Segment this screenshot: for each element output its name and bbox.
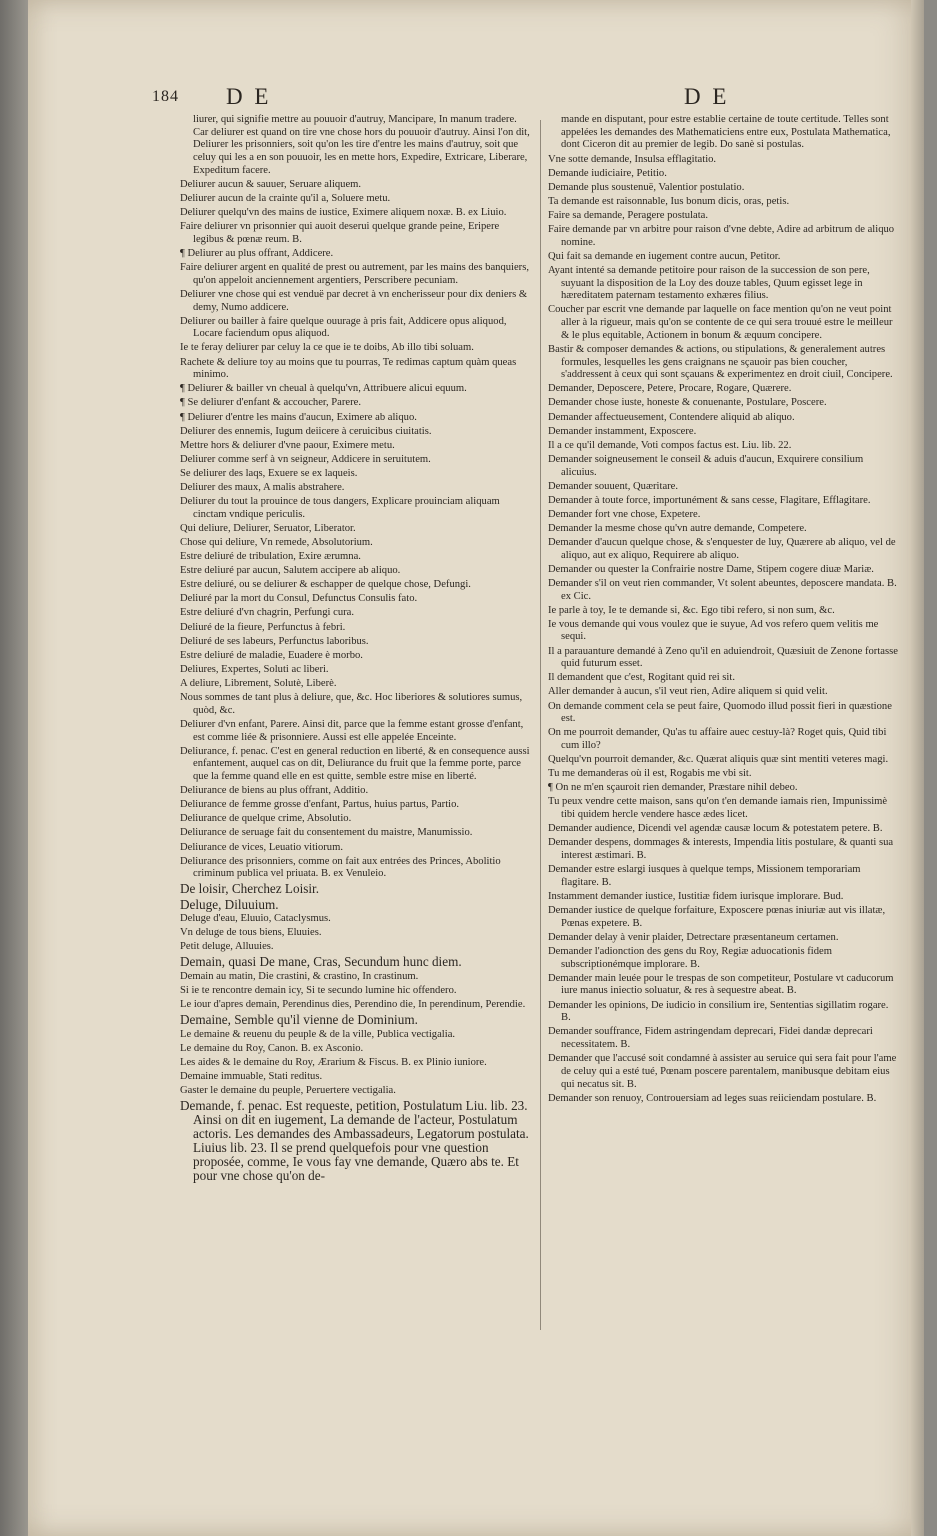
dictionary-entry: Deliuré de ses labeurs, Perfunctus laboribus. (180, 635, 369, 647)
dictionary-entry: Deliurance de vices, Leuatio vitiorum. (180, 841, 343, 853)
dictionary-entry: Il demandent que c'est, Rogitant quid rei sit. (548, 672, 735, 684)
dictionary-entry: Deliurer d'vn enfant, Parere. Ainsi dit, parce que la femme estant grosse d'enfant, est comme liée & prisonniere. Aussi est elle appelée Enceinte. (180, 718, 524, 743)
dictionary-entry: Deliurance de biens au plus offrant, Additio. (180, 785, 369, 797)
dictionary-entry: Vn deluge de tous biens, Eluuies. (180, 927, 322, 939)
dictionary-entry: Mettre hors & deliurer d'vne paour, Eximere metu. (180, 439, 395, 451)
dictionary-entry: Demander les opinions, De iudicio in consilium ire, Sententias sigillatim rogare. B. (548, 999, 889, 1024)
dictionary-entry: Demander delay à venir plaider, Detrectare præsentaneum certamen. (548, 931, 839, 943)
dictionary-entry: Deliurance, f. penac. C'est en general reduction en liberté, & en consequence aussi enfantement, auquel cas on dit, Deliurance du fruit que la femme porte, parce que la femme quand elle en est quitte, semble estre mise en liberté. (180, 745, 530, 783)
dictionary-entry: Vne sotte demande, Insulsa efflagitatio. (548, 153, 717, 165)
right-column (548, 114, 900, 1107)
dictionary-entry: Demander l'adionction des gens du Roy, Regiæ aduocationis fidem subscriptionémque implorare. B. (548, 945, 832, 970)
dictionary-entry: ¶ Deliurer & bailler vn cheual à quelqu'vn, Attribuere alicui equum. (180, 383, 467, 395)
dictionary-entry: Demander la mesme chose qu'vn autre demande, Competere. (548, 522, 807, 534)
dictionary-entry: Demande iudiciaire, Petitio. (548, 167, 667, 179)
dictionary-entry: Coucher par escrit vne demande par laquelle on face mention qu'on ne veut point aller à la rigueur, mais qu'on se contente de ce qui sera trouué estre le meilleur & le plus equitable, Actionem in bonum & æquum concipere. (548, 304, 893, 341)
dictionary-entry: Il a parauanture demandé à Zeno qu'il en aduiendroit, Quæsiuit de Zenone fortasse quid futurum esset. (548, 645, 898, 670)
dictionary-entry: Demander souffrance, Fidem astringendam deprecari, Fidei dandæ deprecari necessitatem. B. (548, 1026, 873, 1050)
dictionary-entry: Demande plus soustenuë, Valentior postulatio. (548, 181, 745, 193)
dictionary-entry: Si ie te rencontre demain icy, Si te secundo lumine hic offendero. (180, 984, 457, 996)
dictionary-entry: Tu peux vendre cette maison, sans qu'on t'en demande iamais rien, Impunissimè tibi quidem hercle vendere hasce ædes licet. (548, 796, 888, 821)
dictionary-entry: On demande comment cela se peut faire, Quomodo illud possit fieri in quæstione est. (548, 700, 892, 725)
page-number: 184 (152, 88, 179, 105)
dictionary-entry: Faire deliurer vn prisonnier qui auoit deserui quelque grande peine, Eripere legibus & pœnæ reum. B. (180, 221, 500, 245)
dictionary-entry: Demaine, Semble qu'il vienne de Dominium. (180, 1012, 418, 1028)
dictionary-entry: Estre deliuré par aucun, Salutem accipere ab aliquo. (180, 565, 401, 577)
dictionary-entry: Les aides & le demaine du Roy, Ærarium & Fiscus. B. ex Plinio iuniore. (180, 1056, 487, 1068)
dictionary-entry: Deliuré de la fieure, Perfunctus à febri. (180, 621, 346, 633)
dictionary-entry: Faire deliurer argent en qualité de prest ou autrement, par les mains des banquiers, qu'on appeloit anciennement argentiers, Perscribere pecuniam. (180, 262, 529, 286)
running-header (152, 84, 852, 114)
dictionary-entry: Le iour d'apres demain, Perendinus dies, Perendino die, In perendinum, Perendie. (180, 999, 526, 1011)
dictionary-entry: Qui deliure, Deliurer, Seruator, Liberator. (180, 522, 356, 534)
dictionary-entry: Demain, quasi De mane, Cras, Secundum hunc diem. (180, 954, 462, 970)
dictionary-entry: De loisir, Cherchez Loisir. (180, 881, 320, 897)
dictionary-entry: Demain au matin, Die crastini, & crastino, In crastinum. (180, 970, 419, 982)
dictionary-entry: Demander que l'accusé soit condamné à assister au seruice qui sera fait pour l'ame de celuy qui a esté tué, Pœnam poscere parentalem, manibusque debitam eius qui necatus sit. B. (548, 1053, 897, 1090)
dictionary-entry: Demander souuent, Quæritare. (548, 480, 679, 492)
dictionary-entry: Instamment demander iustice, Iustitiæ fidem iurisque implorare. Bud. (548, 890, 844, 902)
dictionary-entry: Deliurer quelqu'vn des mains de iustice, Eximere aliquem noxæ. B. ex Liuio. (180, 207, 507, 219)
dictionary-entry: Faire sa demande, Peragere postulata. (548, 209, 709, 221)
dictionary-entry: Deliurer des ennemis, Iugum deiicere à ceruicibus ciuitatis. (180, 425, 432, 437)
dictionary-entry: Demander chose iuste, honeste & conuenante, Postulare, Poscere. (548, 397, 827, 409)
page-edge-right (911, 0, 924, 1536)
dictionary-entry: Demander despens, dommages & interests, Impendia litis postulare, & quanti sua interest æstimari. B. (548, 837, 894, 862)
dictionary-entry: Demander soigneusement le conseil & aduis d'aucun, Exquirere consilium alicuius. (548, 453, 864, 478)
column-rule (540, 120, 541, 1330)
dictionary-entry: Estre deliuré, ou se deliurer & eschapper de quelque chose, Defungi. (180, 579, 471, 591)
dictionary-entry: Demander estre eslargi iusques à quelque temps, Missionem temporariam flagitare. B. (548, 864, 861, 888)
dictionary-entry: Demaine immuable, Stati reditus. (180, 1070, 323, 1082)
dictionary-entry: Demander à toute force, importunément & sans cesse, Flagitare, Efflagitare. (548, 494, 871, 506)
dictionary-entry: On me pourroit demander, Qu'as tu affaire auec cestuy-là? Roget quis, Quid tibi cum illo? (548, 727, 887, 752)
dictionary-entry: mande en disputant, pour estre establie certaine de toute certitude. Telles sont appelées les demandes des Mathematiciens entre eux, Postulata Mathematica, dont Ciceron dit au premier de legib. Do sanè si postulas. (561, 114, 891, 151)
dictionary-entry: Deluge d'eau, Eluuio, Cataclysmus. (180, 913, 331, 925)
dictionary-entry: Gaster le demaine du peuple, Peruertere vectigalia. (180, 1084, 396, 1096)
dictionary-entry: Ta demande est raisonnable, Ius bonum dicis, oras, petis. (548, 195, 790, 207)
dictionary-entry: Nous sommes de tant plus à deliure, que, &c. Hoc liberiores & solutiores sumus, quòd, &c. (180, 692, 523, 716)
dictionary-entry: Deliurance de femme grosse d'enfant, Partus, huius partus, Partio. (180, 799, 460, 811)
dictionary-entry: Deliurance des prisonniers, comme on fait aux entrées des Princes, Abolitio criminum publica vel priuata. B. ex Venuleio. (180, 855, 501, 880)
dictionary-entry: ¶ Deliurer au plus offrant, Addicere. (180, 247, 334, 259)
dictionary-entry: Deliurer des maux, A malis abstrahere. (180, 482, 345, 494)
dictionary-entry: Deluge, Diluuium. (180, 896, 279, 912)
dictionary-entry: Aller demander à aucun, s'il veut rien, Adire aliquem si quid velit. (548, 686, 828, 698)
dictionary-entry: A deliure, Librement, Solutè, Liberè. (180, 677, 337, 689)
dictionary-entry: Ie parle à toy, Ie te demande si, &c. Ego tibi refero, si non sum, &c. (548, 604, 835, 616)
dictionary-entry: Chose qui deliure, Vn remede, Absolutorium. (180, 537, 373, 548)
dictionary-entry: Demander fort vne chose, Expetere. (548, 508, 701, 520)
dictionary-entry: Demander affectueusement, Contendere aliquid ab aliquo. (548, 411, 795, 423)
binding-edge (0, 0, 28, 1536)
dictionary-entry: Deliurer ou bailler à faire quelque ouurage à pris fait, Addicere opus aliquod, Locare faciendum opus aliquod. (180, 315, 507, 340)
dictionary-entry: Demander audience, Dicendi vel agendæ causæ locum & potestatem petere. B. (548, 823, 883, 835)
dictionary-entry: Tu me demanderas où il est, Rogabis me vbi sit. (548, 768, 752, 780)
dictionary-entry: Demander s'il on veut rien commander, Vt solent abeuntes, deposcere mandata. B. ex Cic. (548, 577, 897, 602)
dictionary-entry: Estre deliuré d'vn chagrin, Perfungi cura. (180, 607, 354, 619)
dictionary-entry: Deliuré par la mort du Consul, Defunctus Consulis fato. (180, 593, 418, 605)
dictionary-entry: Se deliurer des laqs, Exuere se ex laqueis. (180, 467, 358, 479)
dictionary-entry: Demande, f. penac. Est requeste, petition, Postulatum Liu. lib. 23. Ainsi on dit en iugement, La demande de l'acteur, Postulatum actoris. Les demandes des Ambassadeurs, Legatorum postulata. Liuius lib. 23. Il se prend quelquefois pour vne question proposée, comme, Ie vous fay vne demande, Quæro abs te. Et pour vne chose qu'on de- (180, 1097, 529, 1183)
dictionary-entry: Demander instamment, Exposcere. (548, 425, 697, 437)
dictionary-entry: Estre deliuré de tribulation, Exire ærumna. (180, 551, 361, 563)
dictionary-entry: Ie te feray deliurer par celuy la ce que ie te doibs, Ab illo tibi soluam. (180, 342, 474, 354)
dictionary-entry: Faire demande par vn arbitre pour raison d'vne debte, Adire ad arbitrum de aliquo nomine. (548, 223, 895, 248)
dictionary-entry: liurer, qui signifie mettre au pouuoir d'autruy, Mancipare, In manum tradere. Car deliurer est quand on tire vne chose hors du pouuoir d'autruy. Ainsi l'on dit, Deliurer les prisonniers, soit qu'on les tire d'entre les mains d'autruy, soit que celuy qui les a en son pouuoir, les en mette hors, Expedire, Extricare, Liberare, Expeditum facere. (193, 114, 530, 176)
dictionary-entry: Le demaine & reuenu du peuple & de la ville, Publica vectigalia. (180, 1028, 456, 1040)
dictionary-entry: ¶ Deliurer d'entre les mains d'aucun, Eximere ab aliquo. (180, 411, 417, 423)
dictionary-entry: Le demaine du Roy, Canon. B. ex Asconio. (180, 1042, 364, 1054)
header-left-letters: D E (226, 84, 272, 109)
dictionary-entry: Estre deliuré de maladie, Euadere è morbo. (180, 649, 363, 661)
dictionary-entry: Petit deluge, Alluuies. (180, 941, 274, 953)
dictionary-entry: Deliurance de seruage fait du consentement du maistre, Manumissio. (180, 827, 473, 839)
dictionary-entry: Deliurer aucun & sauuer, Seruare aliquem. (180, 178, 362, 190)
dictionary-entry: Rachete & deliure toy au moins que tu pourras, Te redimas captum quàm queas minimo. (180, 356, 517, 381)
dictionary-entry: Demander d'aucun quelque chose, & s'enquester de luy, Quærere ab aliquo, vel de aliquo, aut ex aliquo, Requirere ab aliquo. (548, 537, 896, 561)
dictionary-entry: ¶ Se deliurer d'enfant & accoucher, Parere. (180, 397, 361, 409)
dictionary-entry: Bastir & composer demandes & actions, ou stipulations, & generalement autres formules, lesquelles les gens craignans ne sçauoir pas bien coucher, s'addressent à ceux qui sont sçauans & experimentez en droit ciuil, Concipere. (548, 343, 893, 381)
dictionary-entry: ¶ On ne m'en sçauroit rien demander, Præstare nihil debeo. (548, 782, 798, 794)
dictionary-entry: Demander, Deposcere, Petere, Procare, Rogare, Quærere. (548, 383, 792, 395)
header-right-letters: D E (684, 84, 730, 109)
dictionary-entry: Deliurer vne chose qui est venduë par decret à vn encherisseur pour dix deniers & demy, Numo addicere. (180, 288, 528, 313)
dictionary-entry: Deliurer comme serf à vn seigneur, Addicere in seruitutem. (180, 453, 431, 465)
dictionary-entry: Demander son renuoy, Controuersiam ad leges suas reiiciendam postulare. B. (548, 1092, 877, 1104)
dictionary-entry: Demander iustice de quelque forfaiture, Exposcere pœnas iniuriæ aut vis illatæ, Pœnas expetere. B. (548, 905, 886, 929)
dictionary-entry: Il a ce qu'il demande, Voti compos factus est. Liu. lib. 22. (548, 439, 792, 451)
dictionary-entry: Deliurer du tout la prouince de tous dangers, Explicare prouinciam aliquam cinctam vndique periculis. (180, 496, 500, 520)
dictionary-entry: Ayant intenté sa demande petitoire pour raison de la succession de son pere, suyuant la disposition de la Loy des douze tables, Quum egisset lege in hæreditatem paternam testamento exhæres filius. (548, 264, 870, 302)
dictionary-entry: Qui fait sa demande en iugement contre aucun, Petitor. (548, 250, 781, 262)
dictionary-entry: Ie vous demande qui vous voulez que ie suyue, Ad vos refero quem velitis me sequi. (548, 618, 879, 643)
dictionary-entry: Deliurer aucun de la crainte qu'il a, Soluere metu. (180, 193, 391, 204)
dictionary-entry: Demander main leuée pour le trespas de son competiteur, Postulare vt caducorum iure manus iniectio soluatur, & res à sequestre abeat. B. (548, 972, 894, 997)
left-column (180, 114, 532, 1184)
dictionary-entry: Demander ou quester la Confrairie nostre Dame, Stipem cogere diuæ Mariæ. (548, 563, 874, 575)
dictionary-entry: Deliurance de quelque crime, Absolutio. (180, 813, 352, 825)
dictionary-entry: Quelqu'vn pourroit demander, &c. Quærat aliquis quæ sint mentiti veteres magi. (548, 754, 889, 766)
dictionary-entry: Deliures, Expertes, Soluti ac liberi. (180, 663, 329, 675)
